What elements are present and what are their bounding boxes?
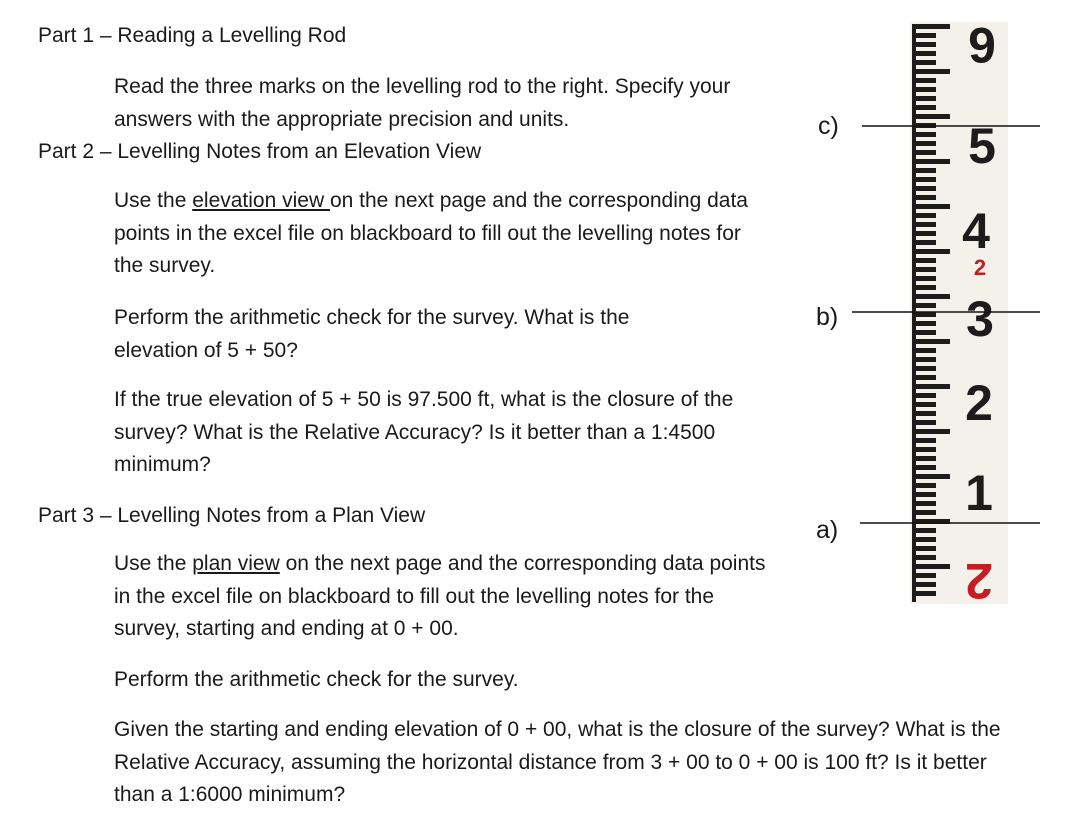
rod-tick [916, 204, 950, 209]
mark-label-b: b) [816, 303, 839, 331]
rod-tick [916, 384, 950, 389]
rod-tick [916, 114, 950, 119]
rod-tick [916, 87, 936, 92]
rod-tick [916, 231, 936, 236]
rod-tick [916, 267, 936, 272]
rod-tick [916, 258, 936, 263]
text: Use the [114, 552, 193, 575]
rod-tick [916, 69, 950, 74]
rod-tick [916, 78, 936, 83]
rod-tick [916, 240, 936, 245]
rod-tick [916, 348, 936, 353]
rod-tick [916, 186, 936, 191]
rod-tick [916, 429, 950, 434]
rod-tick [916, 294, 950, 299]
rod-tick [916, 366, 936, 371]
text: Use the [114, 189, 193, 212]
rod-tick [916, 555, 936, 560]
rod-tick [916, 42, 936, 47]
rod-tick [916, 249, 950, 254]
rod-tick [916, 150, 936, 155]
rod-tick [916, 276, 936, 281]
rod-tick [916, 303, 936, 308]
rod-tick [916, 375, 936, 380]
rod-red-number-small: 2 [973, 255, 987, 280]
rod-tick [916, 420, 936, 425]
rod-tick [916, 474, 950, 479]
rod-tick [916, 33, 936, 38]
rod-tick [916, 339, 950, 344]
rod-number-4: 4 [962, 203, 990, 259]
rod-tick [916, 447, 936, 452]
rod-tick [916, 564, 950, 569]
rod-tick [916, 24, 950, 29]
plan-view-link[interactable]: plan view [192, 552, 280, 575]
rod-tick [916, 177, 936, 182]
rod-edge [912, 24, 916, 602]
rod-tick [916, 51, 936, 56]
rod-number-3: 3 [966, 291, 994, 347]
part1-heading: Part 1 – Reading a Levelling Rod [38, 24, 347, 47]
rod-tick [916, 393, 936, 398]
text: on the next page and the corresponding data points in the excel file on blackboard to fill out the levelling notes for the survey. [114, 189, 748, 277]
rod-tick [916, 573, 936, 578]
rod-tick [916, 537, 936, 542]
rod-tick [916, 132, 936, 137]
rod-tick [916, 402, 936, 407]
rod-tick [916, 105, 936, 110]
rod-tick [916, 168, 936, 173]
rod-red-number-large: 2 [965, 553, 993, 609]
rod-tick [916, 528, 936, 533]
rod-tick [916, 96, 936, 101]
rod-tick [916, 213, 936, 218]
rod-tick [916, 195, 936, 200]
rod-number-1: 1 [965, 465, 993, 521]
part3-paragraph-2: Perform the arithmetic check for the survey. [114, 668, 519, 691]
rod-tick [916, 438, 936, 443]
rod-tick [916, 510, 936, 515]
rod-tick [916, 330, 936, 335]
part2-paragraph-3: If the true elevation of 5 + 50 is 97.500 ft, what is the closure of the survey? What is the Relative Accuracy? Is it better than a 1:4500 minimum? [114, 388, 734, 476]
rod-tick [916, 141, 936, 146]
rod-tick [916, 456, 936, 461]
mark-label-c: c) [818, 112, 839, 140]
rod-tick [916, 483, 936, 488]
rod-tick [916, 492, 936, 497]
rod-tick [916, 285, 936, 290]
text: on the next page and the corresponding data points in the excel file on blackboard to fill out the levelling notes for the survey, starting and ending at 0 + 00. [114, 552, 766, 640]
rod-tick [916, 501, 936, 506]
rod-number-6: 6 [968, 17, 996, 73]
rod-tick [916, 159, 950, 164]
rod-tick [916, 591, 936, 596]
rod-tick [916, 411, 936, 416]
part2-heading: Part 2 – Levelling Notes from an Elevation View [38, 140, 482, 163]
rod-number-2: 2 [965, 375, 993, 431]
mark-label-a: a) [816, 516, 839, 544]
rod-tick [916, 60, 936, 65]
rod-tick [916, 465, 936, 470]
rod-tick [916, 546, 936, 551]
rod-tick [916, 357, 936, 362]
rod-tick [916, 582, 936, 587]
elevation-view-link[interactable]: elevation view [192, 189, 330, 212]
part3-paragraph-3: Given the starting and ending elevation of 0 + 00, what is the closure of the survey? What is the Relative Accuracy, assuming the horizontal distance from 3 + 00 to 0 + 00 is 100 ft? Is it better than a 1:6000 minimum? [114, 718, 1001, 806]
rod-tick [916, 321, 936, 326]
part1-text: Read the three marks on the levelling rod to the right. Specify your answers with the appropriate precision and units. [114, 75, 731, 131]
part3-heading: Part 3 – Levelling Notes from a Plan View [38, 504, 426, 527]
rod-tick [916, 222, 936, 227]
rod-number-5: 5 [968, 118, 996, 174]
part2-paragraph-2: Perform the arithmetic check for the survey. What is the elevation of 5 + 50? [114, 306, 630, 362]
